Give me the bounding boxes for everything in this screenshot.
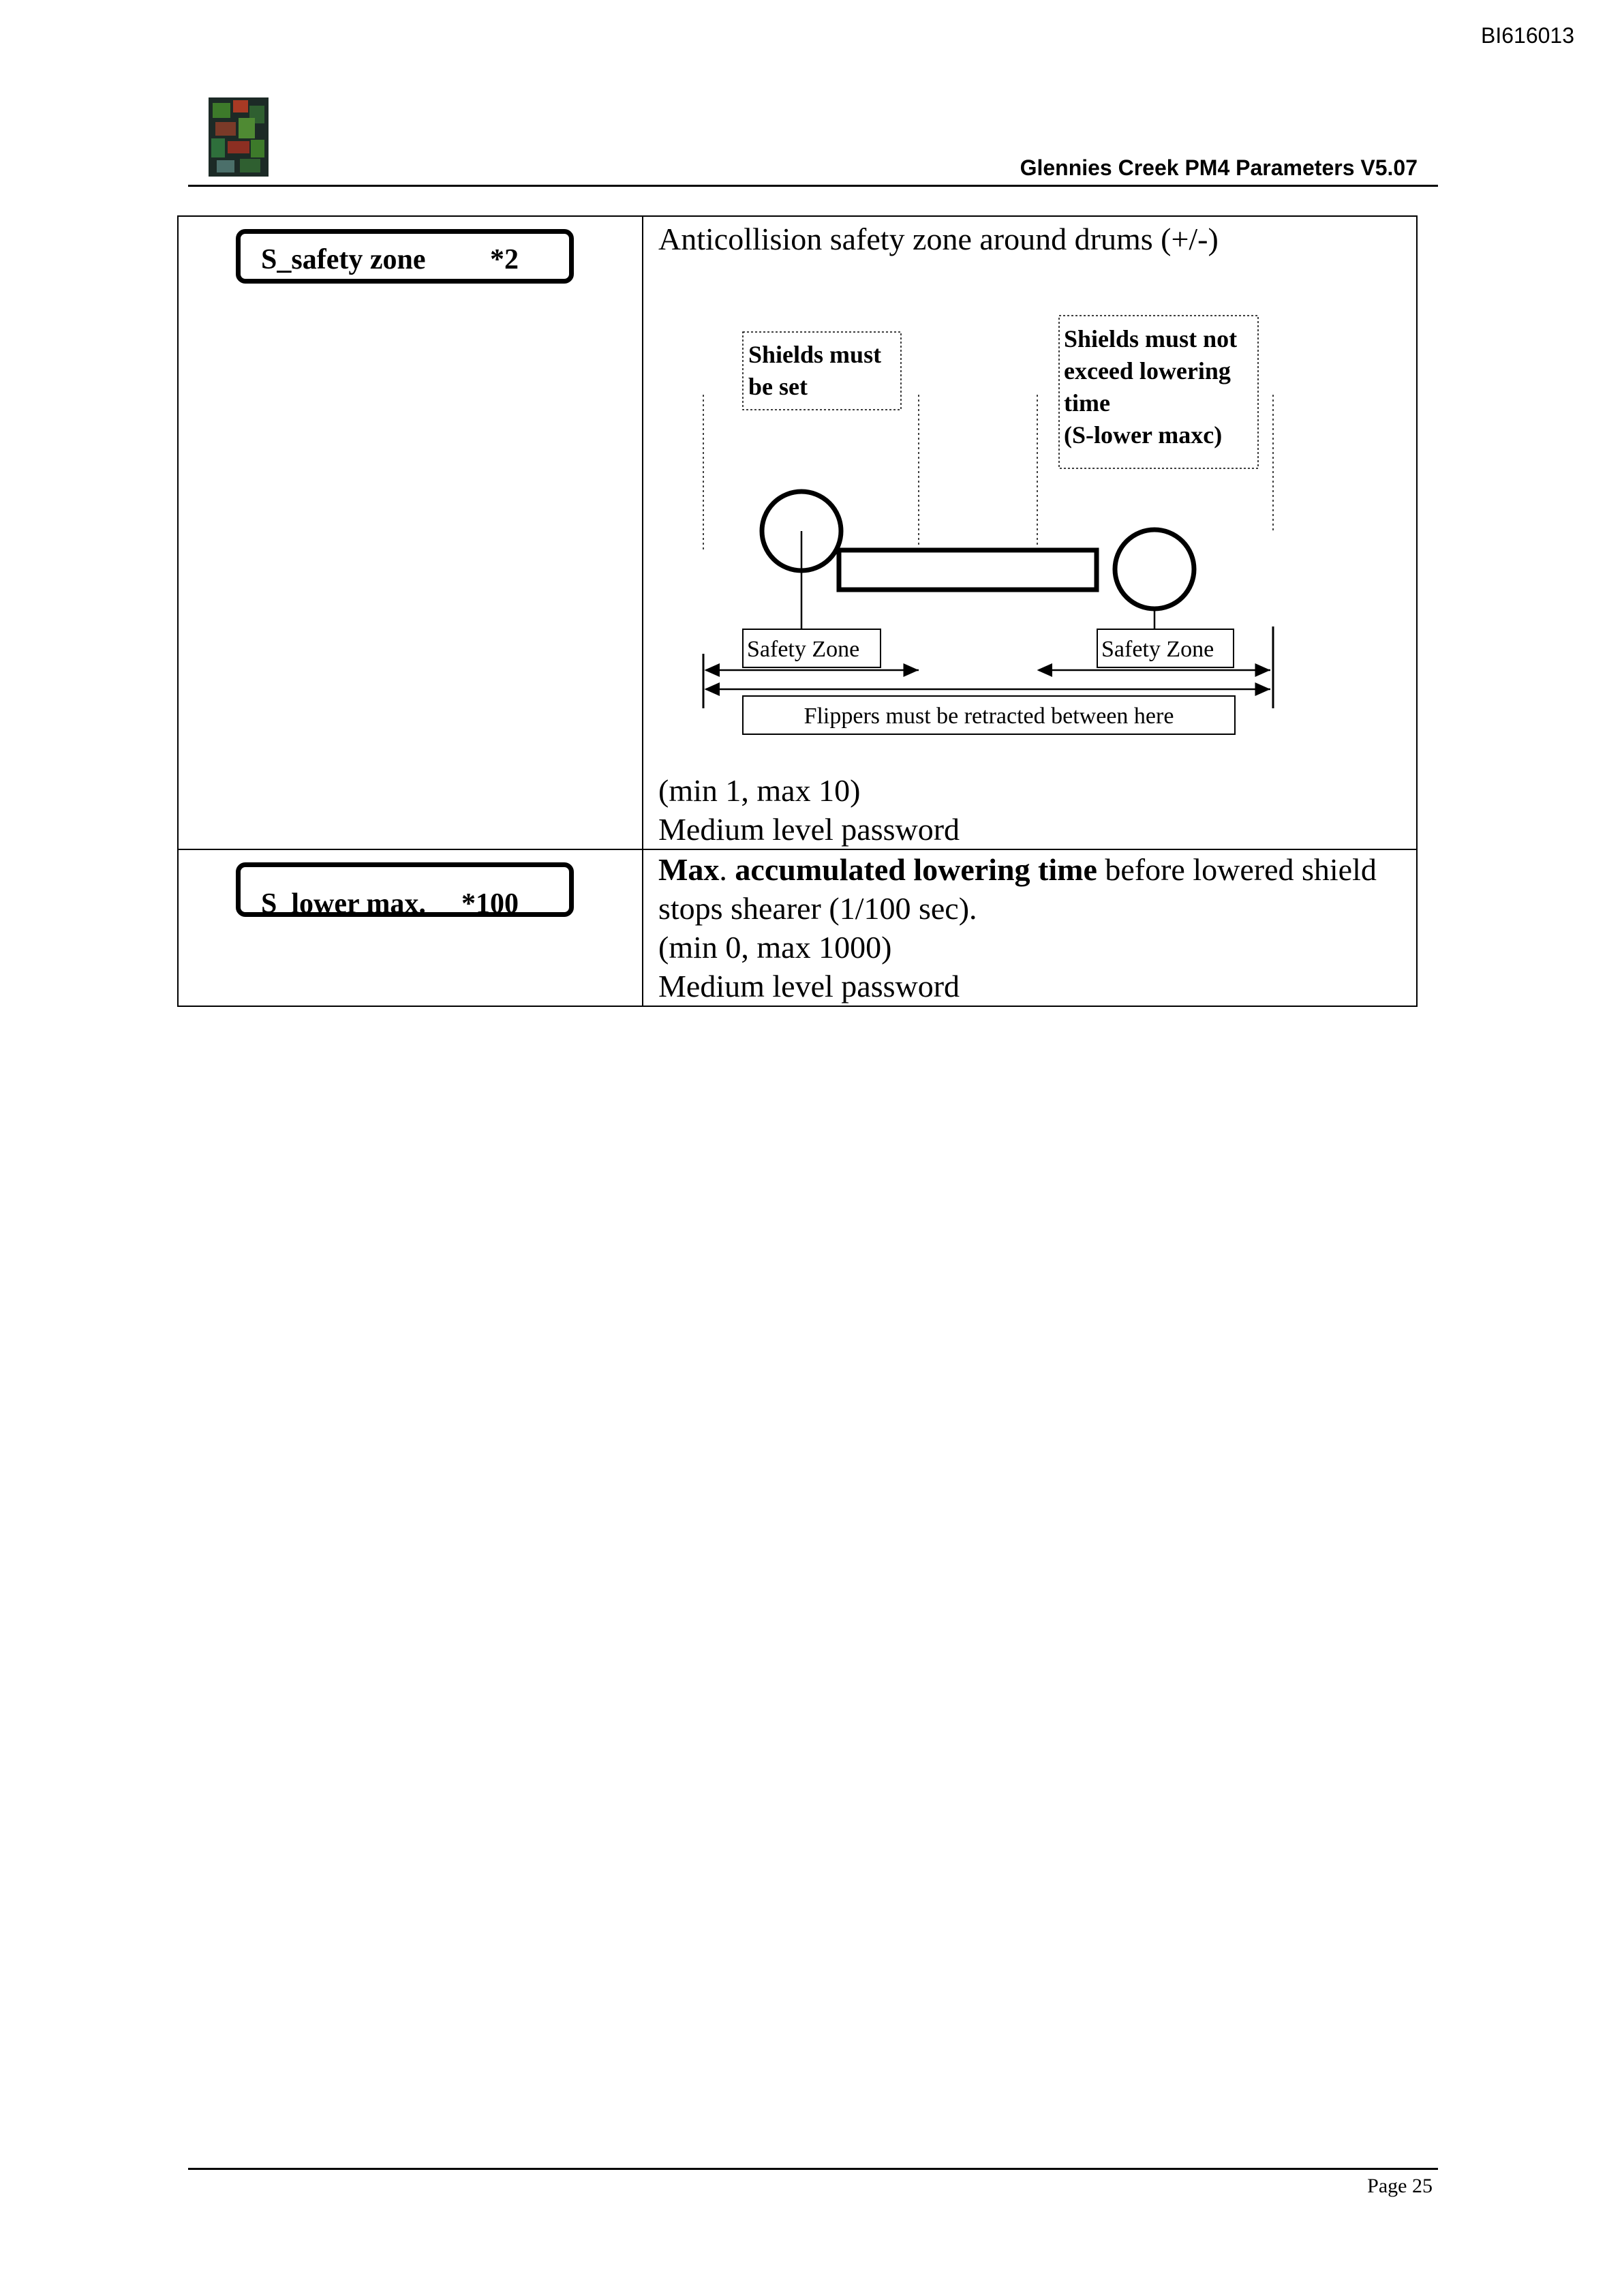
shields-not-exceed-line2: exceed lowering <box>1064 357 1231 384</box>
parameter-description-cell <box>643 849 1417 1006</box>
parameter-name: S_lower max. <box>261 888 426 920</box>
description-rest: before lowered shield stops shearer (1/100 sec). <box>658 852 1377 926</box>
shields-not-exceed-line4: (S-lower maxc) <box>1064 421 1223 449</box>
page-number: Page 25 <box>1367 2175 1433 2197</box>
parameter-range: (min 1, max 10) <box>658 773 861 808</box>
parameter-multiplier: *100 <box>461 888 519 920</box>
lcd-display <box>236 862 574 920</box>
shields-set-line2: be set <box>748 373 808 400</box>
table-row <box>178 849 1417 1006</box>
description-dot: . <box>719 852 735 887</box>
company-logo <box>209 97 269 177</box>
parameter-password-level: Medium level password <box>658 812 960 847</box>
parameter-password-level: Medium level password <box>658 969 960 1003</box>
document-id: BI616013 <box>1480 23 1574 48</box>
header-title: Glennies Creek PM4 Parameters V5.07 <box>1020 155 1418 180</box>
parameter-range: (min 0, max 1000) <box>658 930 892 965</box>
parameter-description <box>658 850 1416 928</box>
parameter-description: Anticollision safety zone around drums (+/-) <box>658 222 1219 256</box>
parameter-name-cell <box>178 216 643 849</box>
safety-zone-right-label: Safety Zone <box>1101 637 1214 662</box>
shields-not-exceed-line1: Shields must not <box>1064 325 1238 352</box>
parameter-name-cell <box>178 849 643 1006</box>
parameter-name: S_safety zone <box>261 244 426 275</box>
parameter-multiplier: *2 <box>490 244 519 275</box>
description-bold-2: accumulated lowering time <box>735 852 1097 887</box>
flippers-label-box <box>643 695 1416 738</box>
lcd-display <box>236 229 574 284</box>
shields-not-exceed-line3: time <box>1064 389 1110 417</box>
parameter-description-cell <box>643 216 1417 849</box>
header-rule <box>188 185 1438 187</box>
footer-rule <box>188 2168 1438 2170</box>
description-bold: Max <box>658 852 720 887</box>
right-drum <box>1115 530 1194 609</box>
shields-set-line1: Shields must <box>748 341 882 368</box>
safety-zone-left-label: Safety Zone <box>747 637 860 662</box>
parameter-table <box>177 215 1418 1007</box>
table-row <box>178 216 1417 849</box>
flippers-label: Flippers must be retracted between here <box>804 704 1174 729</box>
shearer-body <box>839 550 1097 590</box>
